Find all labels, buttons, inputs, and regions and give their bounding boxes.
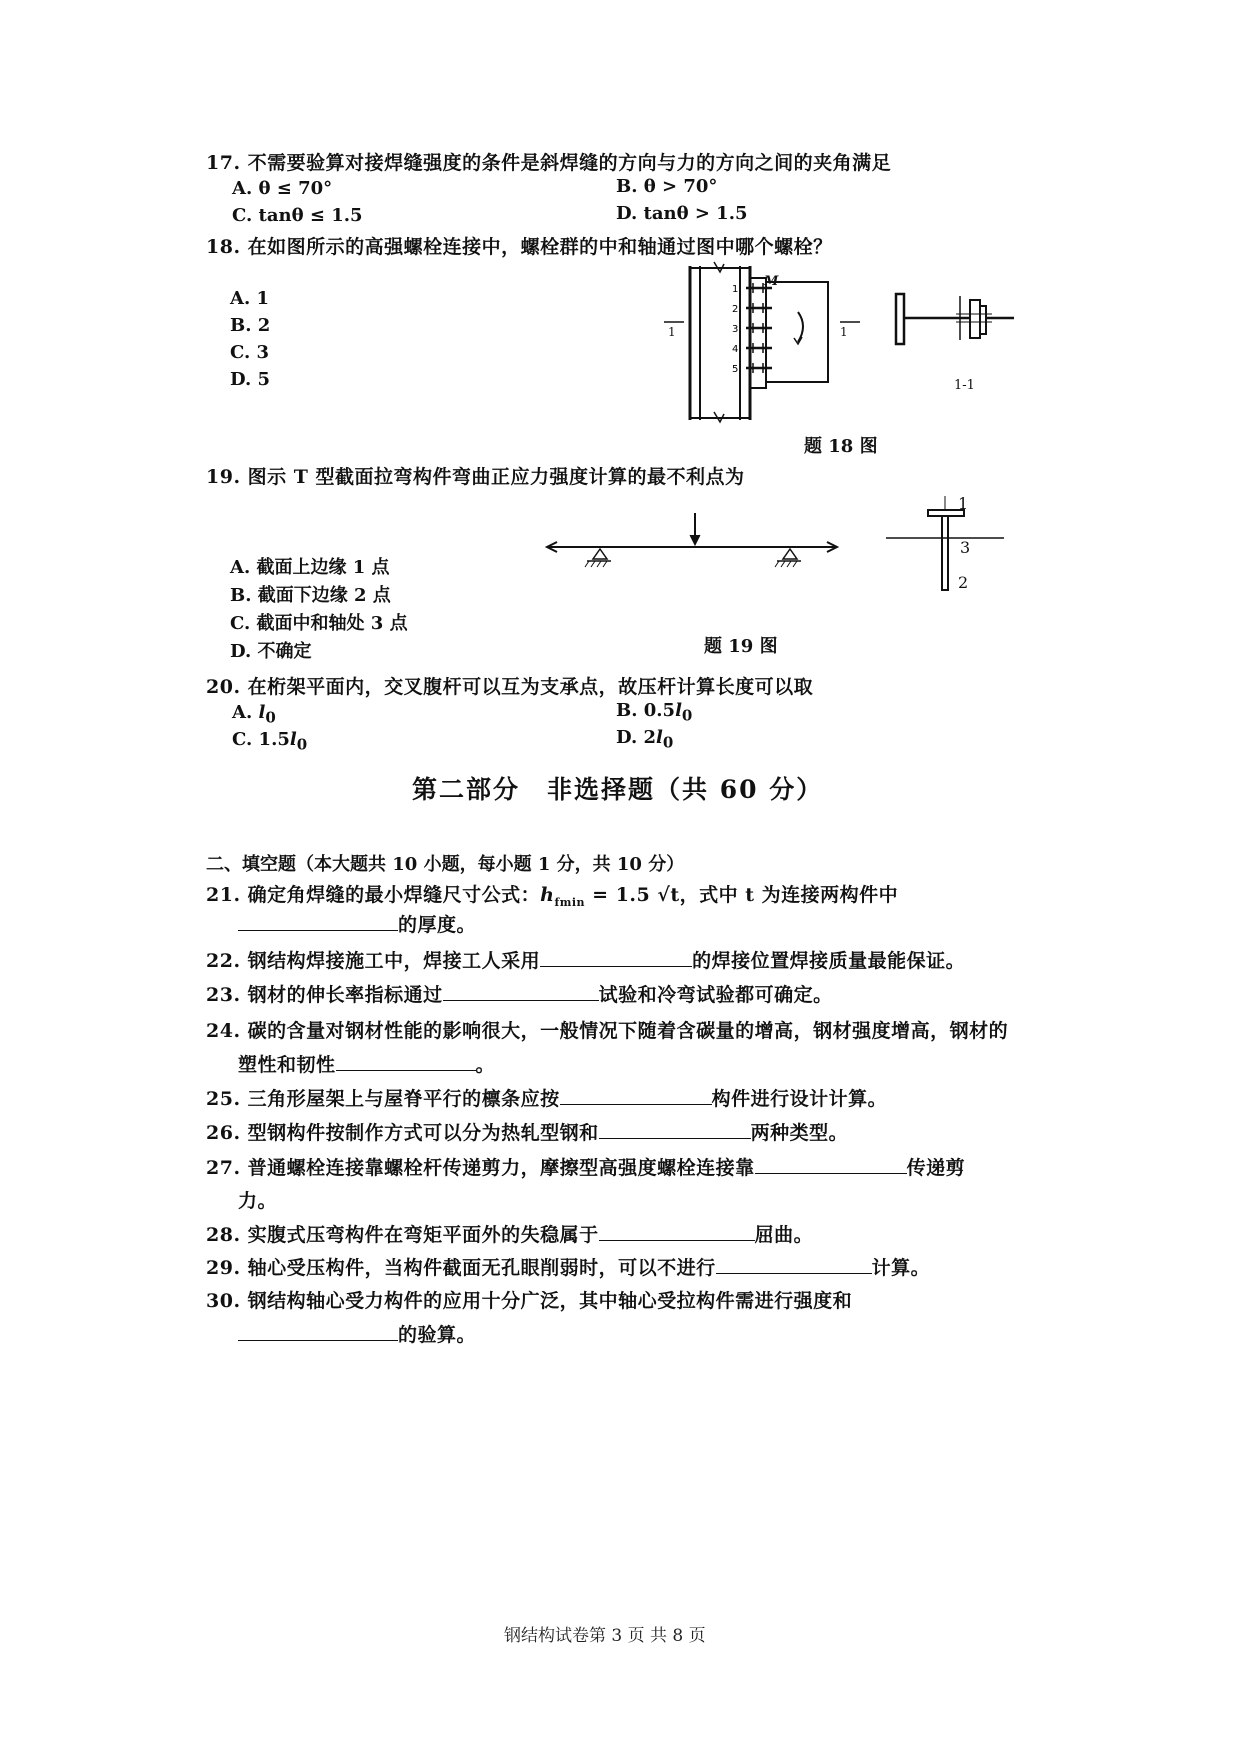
t-section-point-3: 3 (960, 538, 971, 557)
bolt-label-3: 3 (732, 324, 739, 335)
q20-stem: 20. 在桁架平面内，交叉腹杆可以互为支承点，故压杆计算长度可以取 (206, 676, 814, 698)
q20-option-b: B. $0.5l_0$ (616, 700, 693, 725)
q27-line1: 27. 普通螺栓连接靠螺栓杆传递剪力，摩擦型高强度螺栓连接靠 传递剪 (206, 1157, 966, 1179)
q30-blank[interactable] (238, 1322, 398, 1341)
q18-option-c: C. 3 (230, 342, 270, 363)
q17-option-b: B. θ > 70° (616, 176, 718, 197)
q22: 22. 钢结构焊接施工中，焊接工人采用 的焊接位置焊接质量最能保证。 (206, 950, 966, 972)
q19-option-a: A. 截面上边缘 1 点 (230, 557, 390, 578)
q22-blank[interactable] (540, 948, 692, 967)
section-1-1-label: 1-1 (954, 378, 975, 393)
fill-section-heading: 二、填空题（本大题共 10 小题，每小题 1 分，共 10 分） (206, 854, 685, 875)
q19-option-c: C. 截面中和轴处 3 点 (230, 613, 408, 634)
q24-blank[interactable] (336, 1052, 476, 1071)
q19-option-d: D. 不确定 (230, 641, 312, 662)
q21-blank[interactable] (238, 912, 398, 931)
q18-figure-caption: 题 18 图 (804, 436, 878, 457)
page-footer: 钢结构试卷第 3 页 共 8 页 (504, 1626, 706, 1646)
q21-line2: 的厚度。 (238, 910, 476, 937)
q19-t-section-figure (880, 490, 1020, 600)
q20-option-a: A. $l_0$ (232, 702, 276, 727)
q27-line2: 力。 (238, 1190, 278, 1212)
q29: 29. 轴心受压构件，当构件截面无孔眼削弱时，可以不进行 计算。 (206, 1257, 931, 1279)
bolt-label-1: 1 (732, 284, 739, 295)
q18-option-b: B. 2 (230, 315, 271, 336)
q17-option-a: A. θ ≤ 70° (232, 178, 333, 199)
q17-stem: 17. 不需要验算对接焊缝强度的条件是斜焊缝的方向与力的方向之间的夹角满足 (206, 152, 892, 174)
q19-beam-figure (545, 505, 845, 585)
q18-stem: 18. 在如图所示的高强螺栓连接中，螺栓群的中和轴通过图中哪个螺栓？ (206, 236, 833, 258)
bolt-label-4: 4 (732, 344, 739, 355)
q21-line1: 21. 确定角焊缝的最小焊缝尺寸公式：$h_{fmin} = 1.5$ √t，式中 t 为连接两构件中 (206, 884, 899, 909)
q18-option-d: D. 5 (230, 369, 271, 390)
bolt-label-5: 5 (732, 364, 739, 375)
t-section-point-2: 2 (958, 573, 969, 592)
section-mark-right: 1 (840, 325, 848, 339)
q24-line2: 塑性和韧性 。 (238, 1054, 496, 1076)
q26-blank[interactable] (599, 1120, 751, 1139)
q30-line1: 30. 钢结构轴心受力构件的应用十分广泛，其中轴心受拉构件需进行强度和 (206, 1290, 853, 1312)
q18-option-a: A. 1 (230, 288, 270, 309)
q26: 26. 型钢构件按制作方式可以分为热轧型钢和 两种类型。 (206, 1122, 849, 1144)
q18-section-figure (890, 290, 1030, 370)
q28-blank[interactable] (599, 1222, 755, 1241)
q19-option-b: B. 截面下边缘 2 点 (230, 585, 391, 606)
bolt-label-2: 2 (732, 304, 739, 315)
q29-blank[interactable] (716, 1255, 872, 1274)
q27-blank[interactable] (755, 1155, 907, 1174)
t-section-point-1: 1 (958, 494, 969, 513)
q19-stem: 19. 图示 T 型截面拉弯构件弯曲正应力强度计算的最不利点为 (206, 466, 745, 488)
q25-blank[interactable] (560, 1086, 712, 1105)
q20-option-c: C. $1.5l_0$ (232, 729, 308, 754)
q23: 23. 钢材的伸长率指标通过 试验和冷弯试验都可确定。 (206, 984, 833, 1006)
q17-option-c: C. tanθ ≤ 1.5 (232, 205, 363, 226)
q23-blank[interactable] (443, 982, 599, 1001)
q20-option-d: D. $2l_0$ (616, 727, 674, 752)
q24-line1: 24. 碳的含量对钢材性能的影响很大，一般情况下随着含碳量的增高，钢材强度增高，钢材的 (206, 1020, 1009, 1042)
section-mark-left: 1 (668, 325, 676, 339)
q28: 28. 实腹式压弯构件在弯矩平面外的失稳属于 屈曲。 (206, 1224, 814, 1246)
q30-line2: 的验算。 (238, 1320, 476, 1347)
q17-option-d: D. tanθ > 1.5 (616, 203, 748, 224)
moment-label: M (764, 274, 779, 289)
part2-title: 第二部分 非选择题（共 60 分） (412, 775, 824, 804)
q19-figure-caption: 题 19 图 (704, 636, 778, 657)
q25: 25. 三角形屋架上与屋脊平行的檩条应按 构件进行设计计算。 (206, 1088, 888, 1110)
